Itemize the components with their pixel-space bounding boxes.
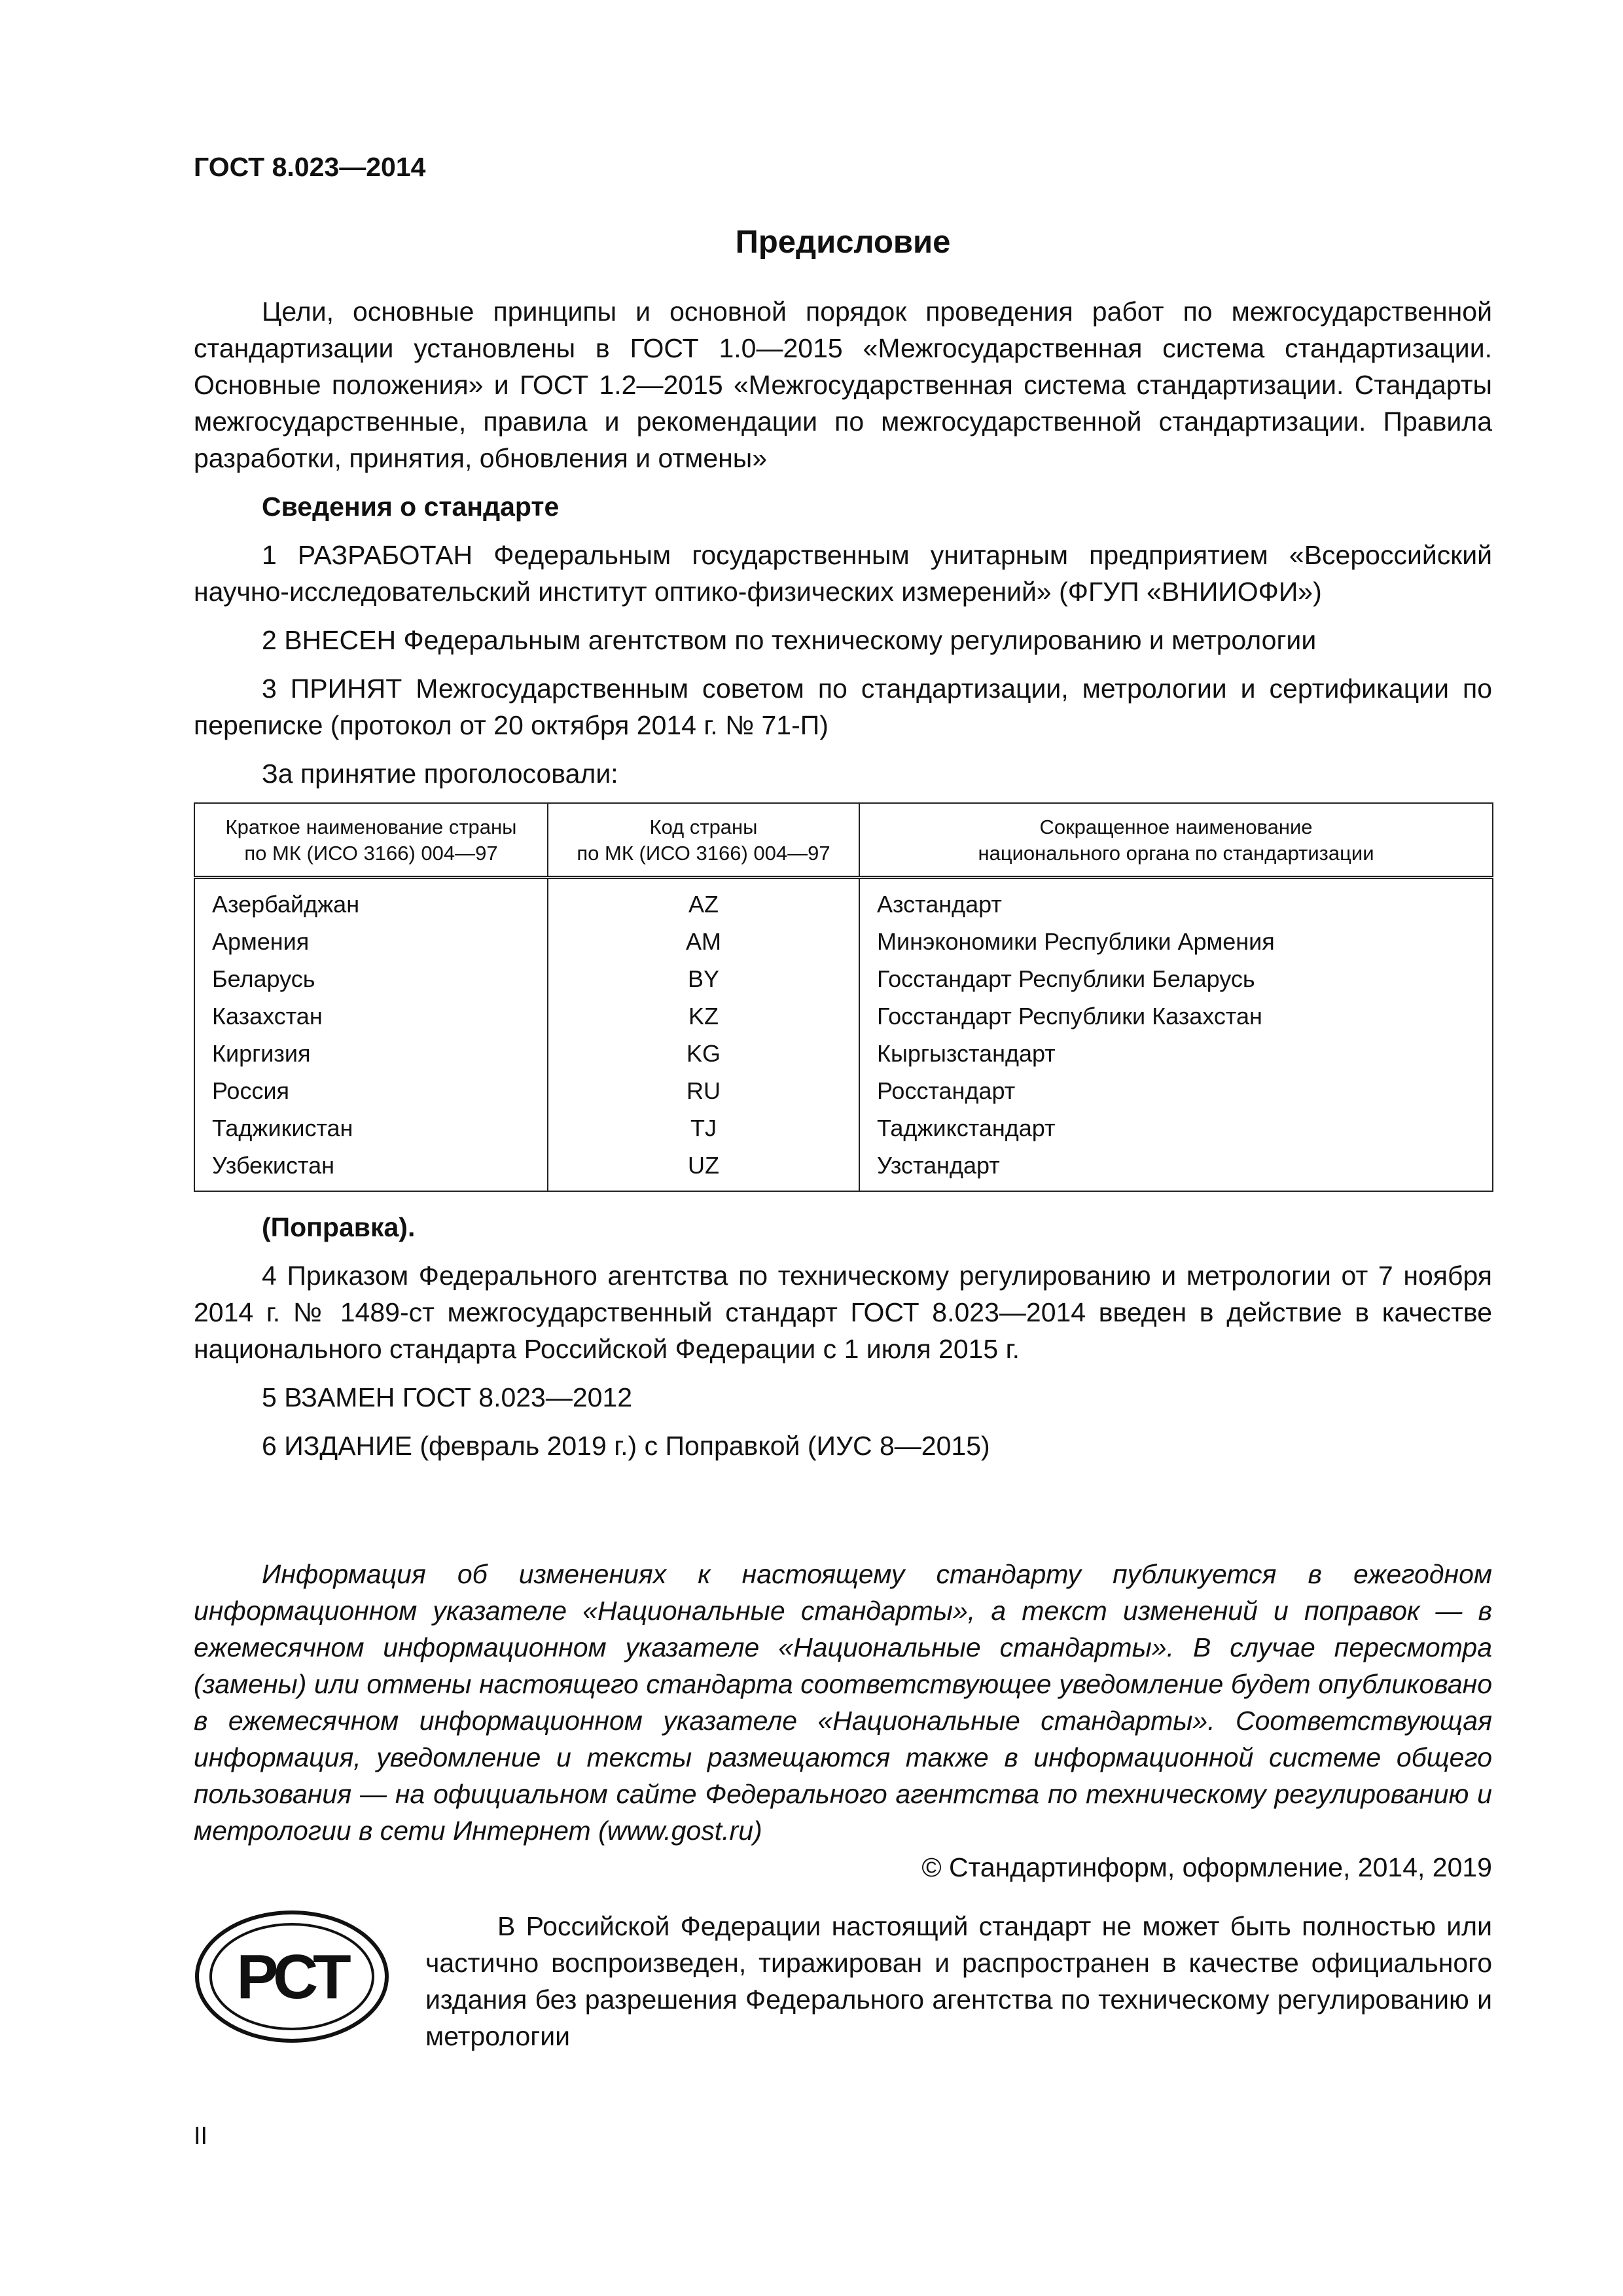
item-order: 4 Приказом Федерального агентства по техническому регулированию и метрологии от 7 ноября 2014 г. № 1489-ст межгосударственный стандарт ГОСТ 8.023—2014 введен в действие в качестве национального стандарта Российской Федерации с 1 июля 2015 г. bbox=[194, 1261, 1492, 1364]
table-row bbox=[194, 1072, 1493, 1109]
standards-body-cell: Узстандарт bbox=[859, 1147, 1493, 1191]
country-cell: Казахстан bbox=[194, 997, 548, 1035]
standards-body-cell: Азстандарт bbox=[859, 878, 1493, 924]
standards-body-cell: Минэкономики Республики Армения bbox=[859, 923, 1493, 960]
country-cell: Россия bbox=[194, 1072, 548, 1109]
seal-letters: РСТ bbox=[236, 1942, 348, 2012]
item-adopted: 3 ПРИНЯТ Межгосударственным советом по стандартизации, метрологии и сертификации по переписке (протокол от 20 октября 2014 г. № 71-П) bbox=[194, 673, 1492, 740]
about-standard-heading: Сведения о стандарте bbox=[262, 492, 560, 522]
code-cell: AM bbox=[548, 923, 859, 960]
header-line: Код страны bbox=[649, 816, 758, 838]
header-line: Сокращенное наименование bbox=[1039, 816, 1313, 838]
page-title: Предисловие bbox=[735, 224, 951, 260]
doc-code: ГОСТ 8.023—2014 bbox=[194, 152, 426, 182]
item-edition: 6 ИЗДАНИЕ (февраль 2019 г.) с Поправкой (ИУС 8—2015) bbox=[262, 1431, 990, 1461]
member-states-table bbox=[194, 802, 1493, 1192]
header-line: по МК (ИСО 3166) 004—97 bbox=[244, 842, 498, 865]
code-cell: RU bbox=[548, 1072, 859, 1109]
header-line: Краткое наименование страны bbox=[225, 816, 517, 838]
intro-paragraph: Цели, основные принципы и основной порядок проведения работ по межгосударственной стандартизации установлены в ГОСТ 1.0—2015 «Межгосударственная система стандартизации. Основные положения» и ГОСТ 1.2—2015 «Межгосударственная система стандартизации. Стандарты межгосударственные, правила и рекомендации по межгосударственной стандартизации. Правила разработки, принятия, обновления и отмены» bbox=[194, 296, 1492, 473]
item-introduced: 2 ВНЕСЕН Федеральным агентством по техническому регулированию и метрологии bbox=[262, 625, 1317, 655]
item-replaces: 5 ВЗАМЕН ГОСТ 8.023—2012 bbox=[262, 1382, 633, 1412]
standards-body-cell: Росстандарт bbox=[859, 1072, 1493, 1109]
column-header-body bbox=[859, 803, 1493, 878]
table-row bbox=[194, 1035, 1493, 1072]
page-number: II bbox=[194, 2123, 208, 2150]
correction-note: (Поправка). bbox=[262, 1212, 416, 1242]
code-cell: KZ bbox=[548, 997, 859, 1035]
standards-body-cell: Госстандарт Республики Казахстан bbox=[859, 997, 1493, 1035]
country-cell: Узбекистан bbox=[194, 1147, 548, 1191]
reproduction-notice: В Российской Федерации настоящий стандарт не может быть полностью или частично воспроизведен, тиражирован и распространен в качестве официального издания без разрешения Федерального агентства по техническому регулированию и метрологии bbox=[425, 1911, 1492, 2051]
code-cell: KG bbox=[548, 1035, 859, 1072]
code-cell: BY bbox=[548, 960, 859, 997]
table-header-row bbox=[194, 803, 1493, 878]
amendments-notice-text: Информация об изменениях к настоящему стандарту публикуется в ежегодном информационном указателе «Национальные стандарты», а текст изменений и поправок — в ежемесячном информационном указателе «Национальные стандарты». В случае пересмотра (замены) или отмены настоящего стандарта соответствующее уведомление будет опубликовано в ежемесячном информационном указателе «Национальные стандарты». Соответствующая информация, уведомление и тексты размещаются также в информационной системе общего пользования — на официальном сайте Федерального агентства по техническому регулированию и метрологии в сети Интернет (www.gost.ru) bbox=[194, 1559, 1492, 1846]
header-line: национального органа по стандартизации bbox=[978, 842, 1374, 865]
table-row bbox=[194, 1147, 1493, 1191]
table-row bbox=[194, 923, 1493, 960]
country-cell: Беларусь bbox=[194, 960, 548, 997]
column-header-code bbox=[548, 803, 859, 878]
rst-certification-mark-icon bbox=[194, 1908, 390, 2045]
standards-body-cell: Кыргызстандарт bbox=[859, 1035, 1493, 1072]
country-cell: Армения bbox=[194, 923, 548, 960]
country-cell: Таджикистан bbox=[194, 1109, 548, 1147]
amendments-notice bbox=[194, 1556, 1492, 1849]
table-row bbox=[194, 997, 1493, 1035]
standards-body-cell: Госстандарт Республики Беларусь bbox=[859, 960, 1493, 997]
header-line: по МК (ИСО 3166) 004—97 bbox=[577, 842, 830, 865]
table-row bbox=[194, 960, 1493, 997]
code-cell: UZ bbox=[548, 1147, 859, 1191]
item-developed: 1 РАЗРАБОТАН Федеральным государственным унитарным предприятием «Всероссийский научно-исследовательский институт оптико-физических измерений» (ФГУП «ВНИИОФИ») bbox=[194, 540, 1492, 607]
code-cell: AZ bbox=[548, 878, 859, 924]
column-header-country bbox=[194, 803, 548, 878]
voted-intro: За принятие проголосовали: bbox=[262, 759, 618, 789]
code-cell: TJ bbox=[548, 1109, 859, 1147]
foreword-body bbox=[194, 293, 1492, 1849]
copyright-line: © Стандартинформ, оформление, 2014, 2019 bbox=[921, 1852, 1492, 1882]
country-cell: Киргизия bbox=[194, 1035, 548, 1072]
standards-body-cell: Таджикстандарт bbox=[859, 1109, 1493, 1147]
table-row bbox=[194, 1109, 1493, 1147]
country-cell: Азербайджан bbox=[194, 878, 548, 924]
table-row bbox=[194, 878, 1493, 924]
